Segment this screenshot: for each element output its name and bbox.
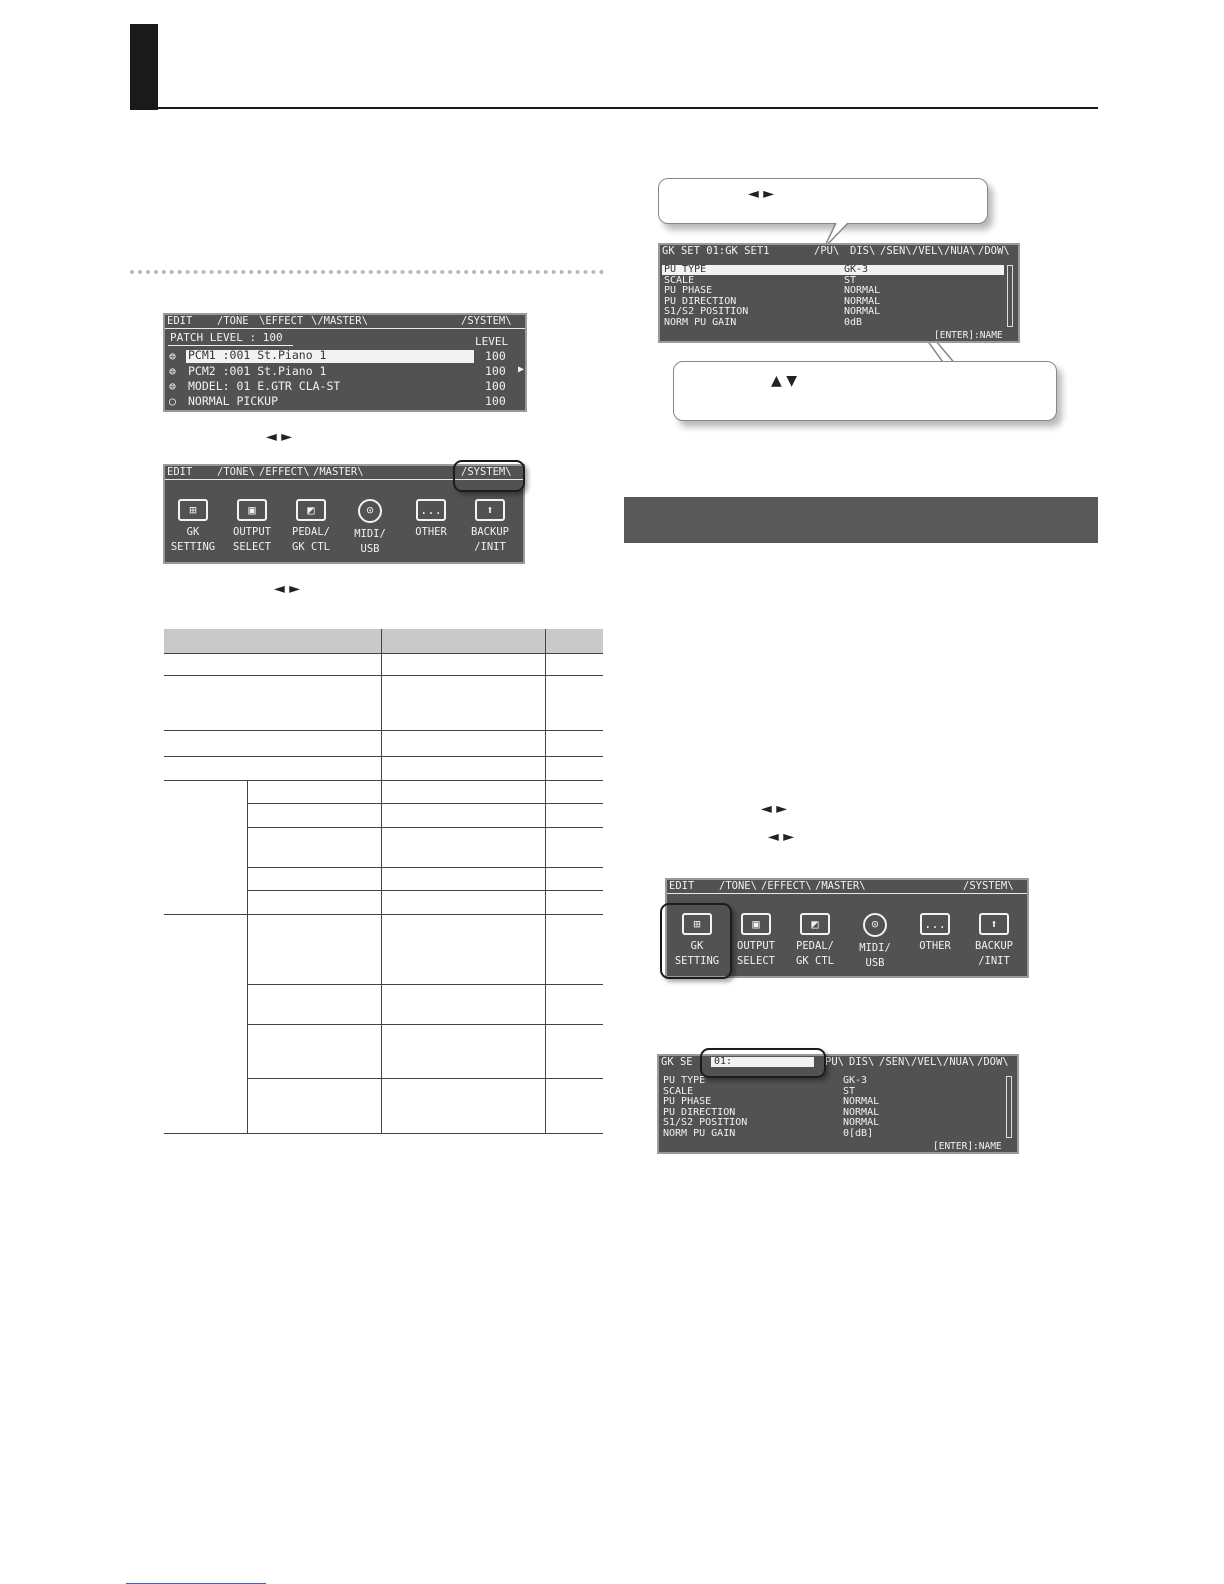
param-name: NORM PU GAIN — [663, 1128, 736, 1139]
tab-edit: EDIT — [167, 466, 193, 478]
menu-other[interactable]: ... OTHER — [404, 499, 458, 540]
menu-output-select[interactable]: ▣ OUTPUT SELECT — [225, 499, 279, 555]
tab-sen: /SEN\ — [879, 1056, 911, 1068]
tab-system: /SYSTEM\ — [461, 315, 512, 327]
name-field-highlight — [700, 1048, 826, 1078]
tab-system: /SYSTEM\ — [461, 466, 512, 478]
tab-master: \/MASTER\ — [311, 315, 368, 327]
param-name: PU TYPE — [664, 264, 707, 275]
param-name: SCALE — [664, 275, 695, 286]
lcd-tab-bar — [667, 880, 1027, 894]
param-value: 0dB — [844, 317, 863, 328]
tab-nua: /NUA\ — [943, 1056, 975, 1068]
menu-other[interactable]: ... OTHER — [908, 913, 962, 954]
param-name: S1/S2 POSITION — [663, 1117, 748, 1128]
callout-select-parameter — [673, 361, 1057, 421]
menu-pedal-gk-ctl[interactable]: ◩ PEDAL/ GK CTL — [788, 913, 842, 969]
menu-backup-init[interactable]: ⬆ BACKUP /INIT — [967, 913, 1021, 969]
param-value: GK-3 — [844, 264, 869, 275]
scrollbar[interactable] — [1007, 265, 1013, 327]
menu-midi-usb[interactable]: ⊙ MIDI/ USB — [343, 499, 397, 557]
param-value: NORMAL — [844, 285, 881, 296]
param-name: PU PHASE — [663, 1096, 712, 1107]
other-icon: ... — [920, 913, 950, 935]
tab-tone: /TONE\ — [217, 466, 255, 478]
tab-dis: DIS\ — [849, 1056, 875, 1068]
menu-output-select[interactable]: ▣ OUTPUT SELECT — [729, 913, 783, 969]
menu-gk-setting[interactable]: ⊞ GK SETTING — [670, 913, 724, 969]
patch-row-name: MODEL: 01 E.GTR CLA-ST — [188, 379, 341, 393]
param-value: NORMAL — [843, 1096, 880, 1107]
output-select-icon: ▣ — [741, 913, 771, 935]
menu-backup-init[interactable]: ⬆ BACKUP /INIT — [463, 499, 517, 555]
tab-effect: /EFFECT\ — [259, 466, 310, 478]
scroll-right-icon: ▶ — [518, 364, 525, 375]
left-right-arrows: ◄ ► — [748, 186, 774, 202]
lcd-gk-setting-screen — [658, 243, 1020, 343]
menu-pedal-gk-ctl[interactable]: ◩ PEDAL/ GK CTL — [284, 499, 338, 555]
param-value: NORMAL — [843, 1107, 880, 1118]
patch-row-name: PCM2 :001 St.Piano 1 — [188, 364, 327, 378]
pedal-icon: ◩ — [800, 913, 830, 935]
tab-tone: /TONE\ — [719, 880, 757, 892]
patch-level: PATCH LEVEL : 100 — [170, 331, 283, 344]
param-name: PU DIRECTION — [664, 296, 737, 307]
tab-nua: /NUA\ — [944, 245, 976, 257]
patch-row-level: 100 — [485, 349, 506, 363]
section-heading-band — [624, 497, 1098, 543]
param-name: PU DIRECTION — [663, 1107, 736, 1118]
param-value: NORMAL — [843, 1117, 880, 1128]
param-name: PU PHASE — [664, 285, 713, 296]
tab-effect: /EFFECT\ — [761, 880, 812, 892]
param-value: GK-3 — [843, 1075, 868, 1086]
tab-tone: /TONE — [217, 315, 249, 327]
gk-setting-icon: ⊞ — [178, 499, 208, 521]
enter-name-hint: [ENTER]:NAME — [934, 330, 1003, 341]
menu-midi-usb[interactable]: ⊙ MIDI/ USB — [848, 913, 902, 971]
gk-setting-icon: ⊞ — [682, 913, 712, 935]
param-value: ST — [843, 1086, 856, 1097]
midi-icon: ⊙ — [863, 913, 887, 937]
toggle-off-icon: ○ — [169, 394, 176, 408]
gk-set-title: GK SET 01:GK SET1 — [662, 245, 770, 257]
backup-icon: ⬆ — [475, 499, 505, 521]
midi-icon: ⊙ — [358, 499, 382, 523]
toggle-icon: ⊜ — [169, 349, 176, 363]
selected-row — [662, 265, 1004, 275]
scrollbar[interactable] — [1006, 1076, 1012, 1138]
left-right-arrows: ◄ ► — [274, 581, 300, 597]
pedal-icon: ◩ — [296, 499, 326, 521]
param-value: 0[dB] — [843, 1128, 874, 1139]
tab-master: /MASTER\ — [815, 880, 866, 892]
param-name: SCALE — [663, 1086, 694, 1097]
gk-set-title: GK SE — [661, 1056, 693, 1068]
other-icon: ... — [416, 499, 446, 521]
tab-edit: EDIT — [167, 315, 193, 327]
toggle-icon: ⊜ — [169, 364, 176, 378]
patch-row-level: 100 — [485, 364, 506, 378]
tab-dow: /DOW\ — [977, 1056, 1009, 1068]
tab-dow: /DOW\ — [978, 245, 1010, 257]
param-value: NORMAL — [844, 306, 881, 317]
left-right-arrows: ◄ ► — [266, 429, 292, 445]
tab-vel: /VEL\ — [912, 245, 944, 257]
enter-name-hint: [ENTER]:NAME — [933, 1141, 1002, 1152]
level-label: LEVEL — [475, 335, 509, 348]
lcd-tab-bar — [660, 245, 1018, 258]
output-select-icon: ▣ — [237, 499, 267, 521]
toggle-icon: ⊜ — [169, 379, 176, 393]
left-right-arrows: ◄ ► — [768, 829, 794, 845]
patch-row-level: 100 — [485, 394, 506, 408]
left-right-arrows: ◄ ► — [761, 801, 787, 817]
param-name: S1/S2 POSITION — [664, 306, 749, 317]
name-field[interactable]: 01: — [711, 1057, 814, 1067]
tab-pu: PU\ — [825, 1056, 844, 1068]
tab-effect: \EFFECT — [259, 315, 304, 327]
patch-row-level: 100 — [485, 379, 506, 393]
patch-row-name: PCM1 :001 St.Piano 1 — [186, 350, 474, 363]
param-value: ST — [844, 275, 857, 286]
up-down-arrows: ▲ ▼ — [771, 373, 797, 389]
tab-sen: /SEN\ — [880, 245, 912, 257]
gk-setting-highlight — [660, 903, 732, 979]
tab-system: /SYSTEM\ — [963, 880, 1014, 892]
param-name: PU TYPE — [663, 1075, 706, 1086]
param-name: NORM PU GAIN — [664, 317, 737, 328]
menu-gk-setting[interactable]: ⊞ GK SETTING — [166, 499, 220, 555]
tab-vel: /VEL\ — [911, 1056, 943, 1068]
backup-icon: ⬆ — [979, 913, 1009, 935]
tab-edit: EDIT — [669, 880, 695, 892]
tab-dis: DIS\ — [850, 245, 876, 257]
patch-row-name: NORMAL PICKUP — [188, 394, 279, 408]
param-value: NORMAL — [844, 296, 881, 307]
tab-master: /MASTER\ — [313, 466, 364, 478]
tab-pu: /PU\ — [814, 245, 840, 257]
